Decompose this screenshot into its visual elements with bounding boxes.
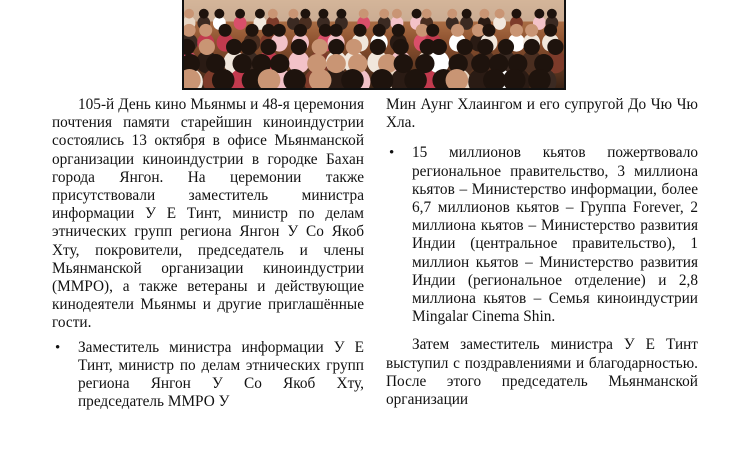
right-column [386, 96, 698, 409]
article-paragraph: Затем заместитель министра У Е Тинт выступил с поздравлениями и благодарностью. После этого председатель Мьянманской организации [386, 336, 698, 409]
article-paragraph: 105-й День кино Мьянмы и 48-я церемония почтения памяти старейшин киноиндустрии состоялись 13 октября в офисе Мьянманской организации киноиндустрии в городке Бахан города Янгон. На церемонии также присутствовали заместитель министра информации У Е Тинт, министр по делам этнических групп региона Янгон У Со Якоб Хту, покровители, председатель и члены Мьянманской организации киноиндустрии (ММРО), а также ветераны и действующие кинодеятели Мьянмы и другие приглашённые гости. [52, 96, 364, 332]
crowd-photo [182, 0, 566, 90]
bullet-list [386, 144, 698, 326]
list-item-text: Заместитель министра информации У Е Тинт, министр по делам этнических групп региона Янгон У Со Якоб Хту, председатель ММРО У [78, 338, 364, 411]
bullet-icon: • [389, 145, 395, 162]
article-continuation: Мин Аунг Хлаингом и его супругой До Чю Чю Хла. [386, 96, 698, 132]
bullet-icon: • [55, 339, 61, 356]
left-column [52, 96, 364, 411]
crowd-photo-icon [184, 0, 564, 88]
list-item-text: 15 миллионов кьятов пожертвовало региональное правительство, 3 миллиона кьятов – Министерство информации, более 6,7 миллионов кьятов – Группа Forever, 2 миллиона кьятов – Министерство развития Индии (центральное правительство), 1 миллион кьятов – Министерство развития Индии (региональное отделение) и 2,8 миллиона кьятов – Семья киноиндустрии Mingalar Cinema Shin. [412, 144, 698, 326]
bullet-list [52, 339, 364, 412]
list-item [386, 144, 698, 326]
list-item [52, 339, 364, 412]
